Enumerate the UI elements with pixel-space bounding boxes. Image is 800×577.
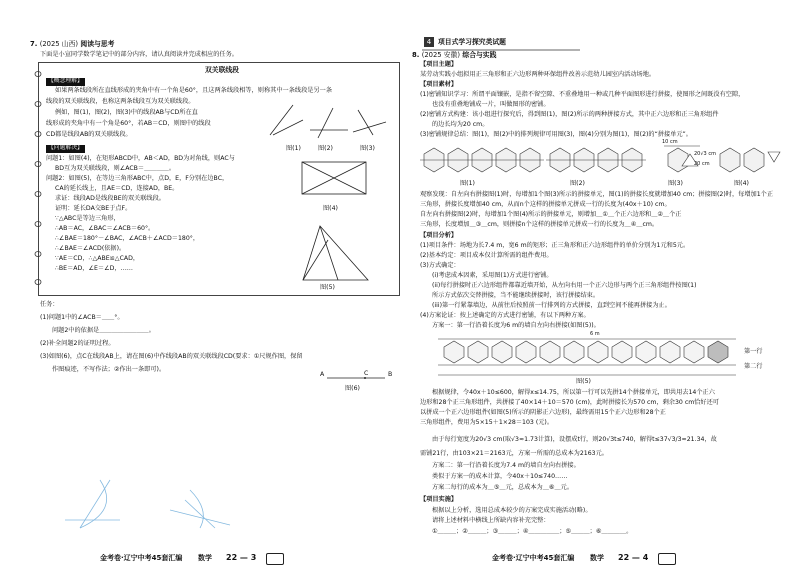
task-line-2: 问题2中的依据是＿＿＿＿＿＿＿＿。	[52, 327, 155, 334]
scheme-line-6: 需铺21行，由103×21＝2163元，方案一所需的总成本为2163元。	[420, 450, 608, 457]
scheme-line-9: 方案二每行的成本为＿⑤＿元，总成本为＿⑥＿元。	[432, 484, 574, 491]
tile-fig1-label: 图(1)	[460, 180, 475, 187]
p2-line-1: 问题2：如图(5)，在等边三角形ABC中，点D，E，F分别在边BC，	[46, 175, 229, 182]
task-line-5: 作图痕迹，不写作法；②作出一条即可)。	[52, 366, 166, 373]
tasks-heading: 任务：	[40, 301, 59, 308]
material-line-5: (3)密铺规律总结：图(1)，图(2)中的排列规律可用图(3)，图(4)分别为图(1)，图(2)的“拼接单元”。	[420, 131, 692, 138]
figure-5-tiling	[438, 337, 738, 377]
tile-fig2-label: 图(2)	[570, 180, 585, 187]
dim-10cm: 10 cm	[662, 139, 678, 145]
right-fig5-label: 图(5)	[576, 378, 591, 385]
fig6-point-b: B	[388, 371, 393, 378]
concept-line-1: 如果两条线段所在直线形成的夹角中有一个角是60°，且这两条线段相等，则称其中一条线段是另一条	[55, 87, 333, 94]
task-line-1: (1)问题1中的∠ACB＝＿＿°。	[40, 314, 124, 321]
concept-line-3: 例如，图(1)，图(2)，图(3)中的线段AB与CD所在直	[55, 109, 198, 116]
analysis-line-4: (i)考虑成本因素，采用图(1)方式进行密铺。	[432, 272, 553, 279]
scheme-line-3: 以拼成一个正六边形组件(如图(5)所示的阴影正六边形)，最终需用15个正六边形和28个正	[420, 409, 666, 416]
fig6-point-c: C	[364, 370, 369, 377]
fig5-row-2-label: 第二行	[744, 363, 763, 370]
material-heading: 【项目素材】	[420, 81, 458, 88]
analysis-line-1: (1)项目条件：场地为长7.4 m，宽6 m的矩形；正三角形和正六边形组件的单价分别为1元和5元。	[420, 242, 690, 249]
figures-1-3	[268, 100, 388, 140]
q8-source-tag: (2025 安徽)	[421, 51, 461, 59]
theme-heading: 【项目主题】	[420, 61, 458, 68]
figure-4	[300, 160, 370, 200]
implement-line-2: 请将上述材料中横线上所缺内容补充完整：	[432, 517, 550, 524]
tile-fig4-label: 图(4)	[734, 180, 749, 187]
fig5-row-1-label: 第一行	[744, 348, 763, 355]
right-footer-brand: 金考卷·辽宁中考45套汇编	[492, 554, 575, 562]
left-footer-brand: 金考卷·辽宁中考45套汇编	[100, 554, 183, 562]
solve-heading: 【问题解决】	[48, 145, 83, 151]
observe-line-4: 三角形，长度增加＿③＿cm，则拼接n个这样的拼接单元拼成一行的长度为＿④＿cm。	[420, 221, 659, 228]
p2-line-7: ∴∠BAE＝180°－∠BAC，∠ACB＋∠ACD＝180°，	[55, 235, 200, 242]
analysis-heading: 【项目分析】	[420, 232, 458, 239]
fig5-label: 图(5)	[320, 284, 335, 291]
concept-line-2: 线段的双关联线段，也称这两条线段互为双关联线段。	[46, 98, 195, 105]
q8-header	[412, 52, 496, 59]
analysis-line-5: (ii)每行拼接时正六边形组件都靠近墙开始，从左向右用一个正六边形与两个正三角形组件按图(1)	[432, 282, 697, 289]
tiling-figures	[420, 146, 792, 196]
dim-20sqrt3cm: 20√3 cm	[694, 151, 716, 157]
right-footer-logo	[658, 553, 676, 565]
implement-line-3: ①＿＿＿；②＿＿＿；③＿＿＿；④＿＿＿＿＿；⑤＿＿＿；⑥＿＿＿＿。	[432, 528, 633, 535]
scheme-line-5: 由于每行宽度为20√3 cm(取√3≈1.73计算)，设摆成t行，则20√3t≤740，解得t≤37√3/3≈21.34，故	[432, 436, 717, 443]
figure-6-segment	[327, 375, 387, 381]
fig5-dimension: 6 m	[590, 331, 600, 337]
observe-line-2: 三角形，拼接长度增加40 cm，从而n个这样的拼接单元拼成一行的长度为(40x＋10) cm。	[420, 201, 671, 208]
p2-line-10: ∴BE＝AD，∠E＝∠D，……	[55, 265, 133, 272]
tile-fig3-label: 图(3)	[668, 180, 683, 187]
observe-line-3: 自左向右拼接图(2)时，每增加1个图(4)所示的拼接单元，则增加＿①＿个正六边形和＿②＿个正	[420, 211, 682, 218]
implement-line-1: 根据以上分析，选用总成本较少的方案完成实施活动(略)。	[432, 507, 592, 514]
q7-source-tag: (2025 山西)	[39, 40, 79, 48]
scheme-line-4: 三角形组件，费用为5×15＋1×28＝103 (元)。	[420, 419, 554, 426]
analysis-line-8: (4)方案论证：按上述确定的方式进行密铺，有以下两种方案。	[420, 312, 590, 319]
material-line-3: (2)密铺方式构建：该小组进行探究后，得到图(1)，图(2)所示的两种拼接方式，其中正六边形和正三角形组件	[420, 111, 719, 118]
task-line-4: (3)如图(6)，点C在线段AB上，请在图(6)中作线段AB的双关联线段CD(要求：①尺规作图，保留	[40, 353, 303, 360]
dim-20cm: 20 cm	[694, 161, 710, 167]
material-line-2: 也没有重叠地铺成一片，叫做图形的密铺。	[432, 101, 550, 108]
pencil-construction-sketch	[60, 470, 260, 530]
concept-line-4: 线形成的夹角中有一个角是60°，若AB＝CD，则图中的线段	[46, 120, 211, 127]
right-footer-subject: 数学	[590, 554, 604, 562]
scheme-line-2: 边形和28个正三角形组件，共拼接了40×14＋10＝570 (cm)，此时拼接长为570 cm，剩余30 cm恰好还可	[420, 399, 719, 406]
section-number-badge: 4	[424, 37, 434, 47]
fig6-point-a: A	[320, 371, 325, 378]
analysis-line-7: (iii)第一行紧靠墙边，从前往后按照前一行排列的方式拼接，直到空间不能再拼接为止。	[432, 302, 671, 309]
right-page	[400, 0, 800, 577]
q7-intro: 下面是小宣同学数学笔记中的部分内容，请认真阅读并完成相应的任务。	[40, 51, 238, 58]
q8-title: 综合与实践	[462, 51, 497, 59]
scheme-line-7: 方案二：第一行沿着长度为7.4 m的墙自左向右拼接。	[432, 462, 580, 469]
q7-header	[30, 41, 114, 48]
scheme-line-1: 根据规律，令40x＋10≤600，解得x≤14.75，所以第一行可以先拼14个拼接单元，即共用去14个正六	[432, 389, 715, 396]
fig1-label: 图(1)	[286, 145, 301, 152]
p1-line-2: BD互为双关联线段，则∠ACB＝＿＿＿＿。	[55, 165, 176, 172]
analysis-line-9: 方案一：第一行沿着长度为6 m的墙自左向右拼接(如图(5))。	[432, 322, 600, 329]
note-title: 双关联线段	[205, 66, 239, 74]
analysis-line-2: (2)基本约定：项目成本仅计算所需的组件费用。	[420, 252, 553, 259]
figure-5	[298, 218, 373, 288]
scheme-line-8: 类似于方案一的成本计算，令40x＋10≤740……	[432, 473, 568, 480]
fig4-label: 图(4)	[323, 205, 338, 212]
analysis-line-3: (3)方式确定：	[420, 262, 460, 269]
p2-line-3: 求证：线段AD是线段BE的双关联线段。	[55, 195, 165, 202]
left-footer-subject: 数学	[198, 554, 212, 562]
fig6-label: 图(6)	[345, 385, 360, 392]
material-line-4: 的边长均为20 cm。	[432, 121, 489, 128]
right-footer-page: 22 — 4	[618, 553, 649, 562]
q7-title: 阅读与思考	[80, 40, 115, 48]
binder-rings	[33, 64, 43, 294]
p2-line-5: ∵△ABC是等边三角形，	[55, 215, 120, 222]
p2-line-4: 证明：延长DA交BE于点F。	[55, 205, 132, 212]
p2-line-9: ∵AE＝CD，∴△ABE≌△CAD，	[55, 255, 140, 262]
q8-number: 8.	[412, 51, 420, 59]
p2-line-8: ∴∠BAE＝∠ACD(依据)。	[55, 245, 126, 252]
task-line-3: (2)补全问题2的证明过程。	[40, 340, 115, 347]
observe-line-1: 观察发现：自左向右拼接图(1)时，每增加1个图(3)所示的拼接单元，图(1)的拼接长度就增加40 cm；拼接图(2)时，每增加1个正	[420, 191, 774, 198]
analysis-line-6: 所示方式依次交替拼接，当不能继续拼接时，该行拼接结束。	[432, 292, 600, 299]
q7-number: 7.	[30, 40, 38, 48]
material-line-1: (1)密铺知识学习：所谓平面镶嵌，是指不留空隙、不重叠地用一种或几种平面图形进行拼接，使图形之间既没有空隙，	[420, 91, 745, 98]
p2-line-6: ∴AB＝AC，∠BAC＝∠ACB＝60°。	[55, 225, 155, 232]
p1-line-1: 问题1：如图(4)，在矩形ABCD中，AB＜AD，BD为对角线，则AC与	[46, 155, 235, 162]
concept-line-5: CD都是线段AB的双关联线段。	[46, 131, 132, 138]
p2-line-2: CA的延长线上，且AE＝CD，连接AD，BE。	[55, 185, 179, 192]
fig2-label: 图(2)	[318, 145, 333, 152]
section-title: 项目式学习探究类试题	[438, 38, 506, 46]
left-footer-page: 22 — 3	[226, 553, 257, 562]
concept-heading: 【概念理解】	[48, 78, 83, 84]
fig3-label: 图(3)	[360, 145, 375, 152]
implement-heading: 【项目实施】	[420, 496, 458, 503]
theme-line: 某劳动实践小组拟用正三角形和正六边形两种环保组件改善示范幼儿园室内活动场地。	[420, 71, 656, 78]
left-footer-logo	[266, 553, 284, 565]
